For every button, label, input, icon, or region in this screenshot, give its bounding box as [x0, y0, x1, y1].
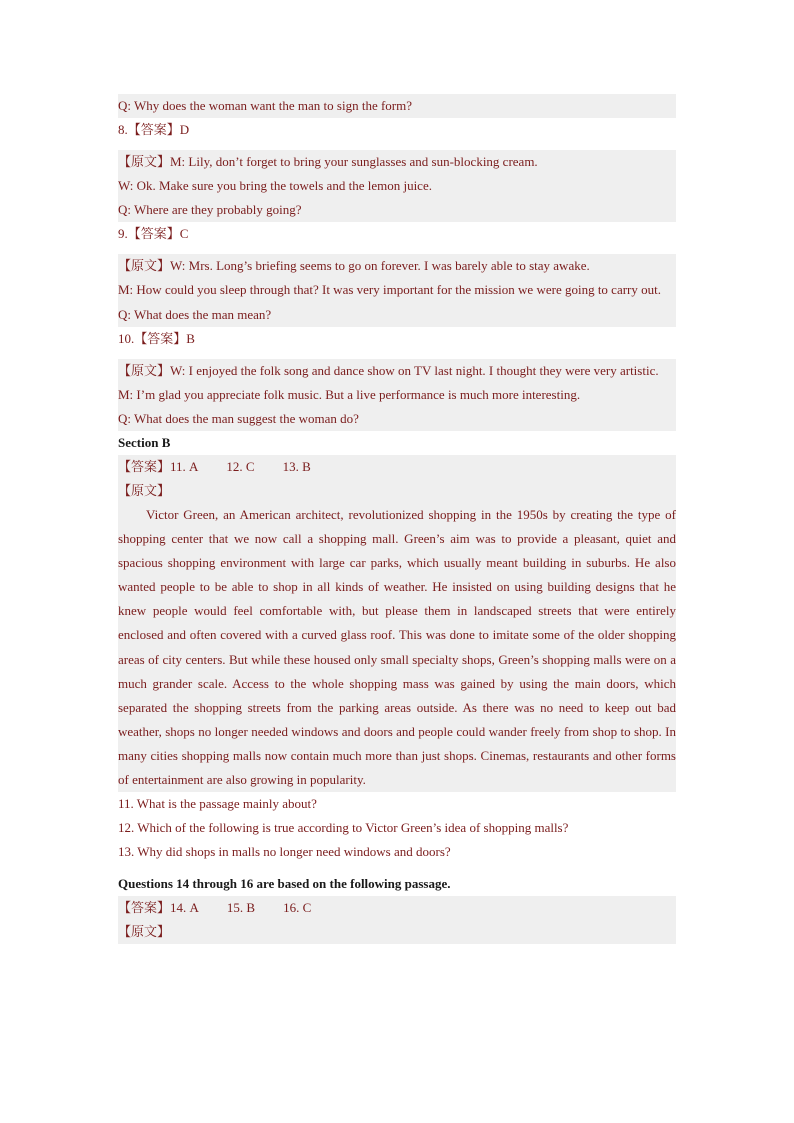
transcript-10-line-1: 【原文】W: I enjoyed the folk song and dance show on TV last night. I thought they were very artistic. — [118, 362, 659, 378]
answer-11: 11. A — [170, 459, 199, 474]
question-7-text: Q: Why does the woman want the man to sign the form? — [118, 94, 676, 118]
transcript-8-line-1: 【原文】M: Lily, don’t forget to bring your sunglasses and sun-blocking cream. — [118, 154, 538, 169]
section-b-passage-1 — [118, 455, 676, 792]
answer-13: 13. B — [282, 459, 311, 474]
transcript-8 — [118, 150, 676, 222]
answers-14-16 — [118, 896, 676, 920]
transcript-9 — [118, 254, 676, 327]
passage-victor-green: Victor Green, an American architect, revolutionized shopping in the 1950s by creating the type of shopping center that we now call a shopping mall. Green’s aim was to provide a pleasant, quiet and spacious shopping environment with large car parks, which usually meant building in suburbs. He also wanted people to be able to shop in all kinds of weather. He insisted on using building designs that he knew people would feel comfortable with, but please them in landscaped streets that were entirely enclosed and often covered with a curved glass roof. This was done to imitate some of the older shopping areas of city centers. But while these housed only small specialty shops, Green’s shopping malls were on a much grander scale. Access to the whole shopping mass was gained by using the main doors, which separated the shopping streets from the parking areas outside. As there was no need to keep out bad weather, shops no longer needed windows and doors and people could wander freely from shop to shop. In many cities shopping malls now contain much more than just shops. Cinemas, restaurants and other forms of entertainment are also growing in popularity. — [118, 507, 676, 788]
question-12: 12. Which of the following is true according to Victor Green’s idea of shopping malls? — [118, 820, 569, 836]
transcript-9-line-2: M: How could you sleep through that? It was very important for the mission we were going to carry out. — [118, 282, 661, 297]
transcript-9-line-1: 【原文】W: Mrs. Long’s briefing seems to go on forever. I was barely able to stay awake. — [118, 258, 590, 273]
question-13: 13. Why did shops in malls no longer need windows and doors? — [118, 844, 451, 860]
transcript-8-question: Q: Where are they probably going? — [118, 202, 302, 217]
question-11: 11. What is the passage mainly about? — [118, 796, 317, 812]
questions-14-16-heading: Questions 14 through 16 are based on the following passage. — [118, 876, 451, 892]
answer-16: 16. C — [283, 900, 312, 916]
answer-label: 【答案】 — [118, 900, 171, 916]
answer-14: 14. A — [170, 900, 199, 916]
answer-8: 8.【答案】D — [118, 122, 190, 137]
answers-11-13 — [118, 455, 676, 479]
answer-12: 12. C — [226, 459, 255, 474]
section-b-heading: Section B — [118, 435, 171, 450]
transcript-10-line-2: M: I’m glad you appreciate folk music. But a live performance is much more interesting. — [118, 387, 581, 402]
answer-15: 15. B — [226, 900, 256, 916]
transcript-9-question: Q: What does the man mean? — [118, 306, 272, 322]
transcript-8-line-2: W: Ok. Make sure you bring the towels and the lemon juice. — [118, 178, 432, 193]
transcript-10-question: Q: What does the man suggest the woman do? — [118, 411, 359, 426]
answer-10: 10.【答案】B — [118, 330, 195, 346]
document-page — [118, 94, 676, 944]
section-b-passage-2 — [118, 896, 676, 944]
answer-9: 9.【答案】C — [118, 226, 189, 241]
transcript-10 — [118, 359, 676, 432]
original-text-label-2: 【原文】 — [118, 924, 171, 940]
answer-label: 【答案】 — [118, 459, 171, 474]
original-text-label: 【原文】 — [118, 483, 171, 498]
